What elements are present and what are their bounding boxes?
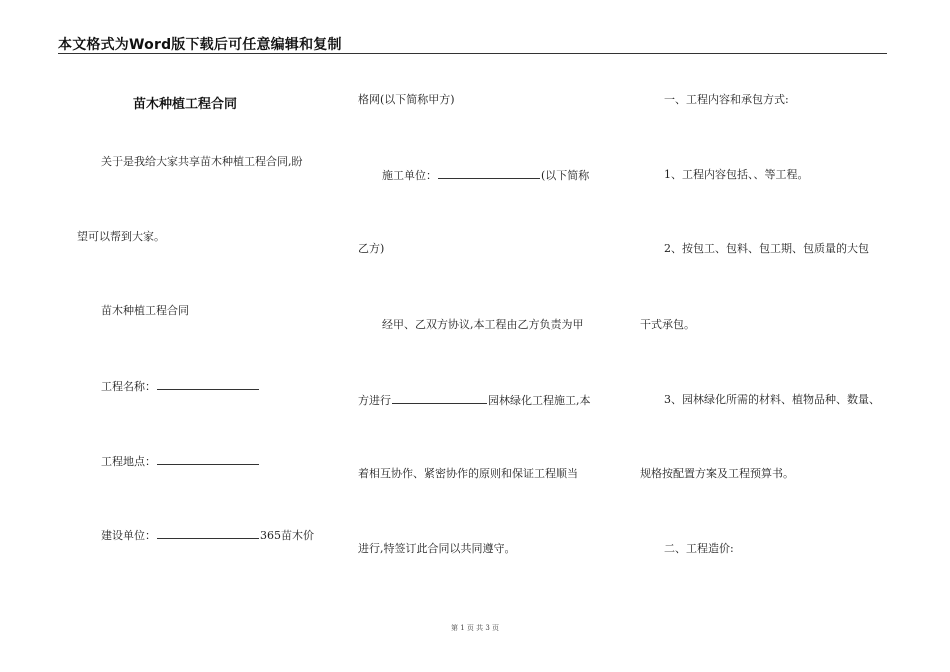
page-title: 苗木种植工程合同 [133,97,238,112]
builder-label: 建设单位： [101,529,156,542]
contractor-blank [438,168,540,179]
col2-line-3: 乙方) [358,242,385,255]
project-location-row [101,454,260,468]
page-number: 第 1 页 共 3 页 [450,624,500,632]
col3-line-5: 3、园林绿化所需的材料、植物品种、数量、 [664,393,880,406]
builder-row [101,528,314,542]
project-name-row [101,379,260,393]
project-name-label: 工程名称： [101,380,156,393]
col3-line-2: 1、工程内容包括、、等工程。 [664,168,809,181]
project-location-blank [157,454,259,465]
col2-line-1: 格网(以下简称甲方) [358,93,455,106]
contract-subtitle: 苗木种植工程合同 [101,304,189,317]
builder-suffix: 365苗木价 [260,529,314,542]
project-name-blank [157,379,259,390]
contractor-label: 施工单位： [382,169,437,182]
col2-line-5-suffix: 园林绿化工程施工,本 [488,394,591,407]
document-header: 本文格式为Word版下载后可任意编辑和复制 [58,37,342,53]
project-location-label: 工程地点： [101,455,156,468]
intro-line-2: 望可以帮到大家。 [77,230,165,243]
col3-line-3: 2、按包工、包料、包工期、包质量的大包 [664,242,869,255]
project-type-blank [392,393,487,404]
section-1-heading: 一、工程内容和承包方式: [664,93,789,106]
contractor-suffix: (以下简称 [541,169,590,182]
contractor-row [382,168,589,182]
col2-line-7: 进行,特签订此合同以共同遵守。 [358,542,516,555]
col2-line-6: 着相互协作、紧密协作的原则和保证工程顺当 [358,467,578,480]
col3-line-6: 规格按配置方案及工程预算书。 [640,467,794,480]
col2-line-5-prefix: 方进行 [358,394,391,407]
intro-line-1: 关于是我给大家共享苗木种植工程合同,盼 [101,155,303,168]
col3-line-4: 干式承包。 [640,318,695,331]
col2-line-4: 经甲、乙双方协议,本工程由乙方负责为甲 [382,318,584,331]
section-2-heading: 二、工程造价: [664,542,734,555]
header-divider [58,53,887,54]
builder-blank [157,528,259,539]
col2-line-5 [358,393,591,407]
